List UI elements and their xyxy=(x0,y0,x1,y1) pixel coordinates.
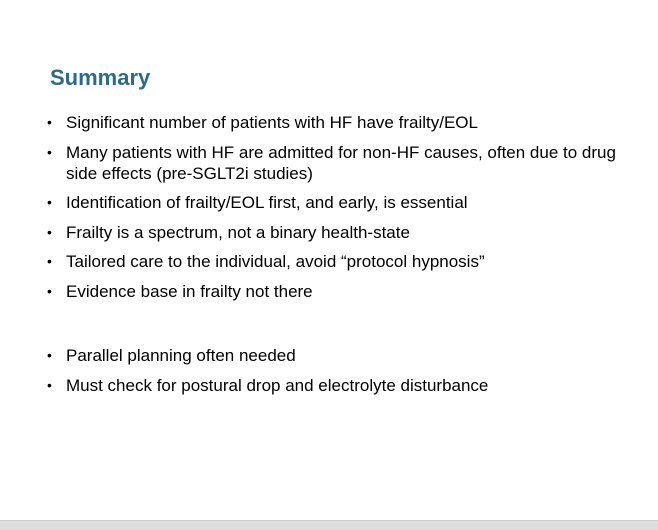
slide-title: Summary xyxy=(50,65,151,90)
bullet-icon: • xyxy=(47,253,52,269)
bullet-icon: • xyxy=(47,282,52,299)
bullet-item xyxy=(47,142,637,184)
bullet-icon: • xyxy=(47,143,52,160)
bullet-icon: • xyxy=(47,376,52,393)
bullet-list-secondary xyxy=(47,345,637,404)
bullet-item xyxy=(47,281,637,302)
bullet-item xyxy=(47,112,637,133)
bullet-icon: • xyxy=(47,223,52,240)
bullet-icon: • xyxy=(47,114,52,130)
bullet-item xyxy=(47,192,637,213)
bullet-item xyxy=(47,345,637,366)
bullet-icon: • xyxy=(47,194,52,210)
bullet-text: Must check for postural drop and electrolyte disturbance xyxy=(66,375,489,395)
bullet-text: Many patients with HF are admitted for non-HF causes, often due to drug side effects (pre-SGLT2i studies) xyxy=(66,142,616,183)
bullet-icon: • xyxy=(47,347,52,363)
bullet-item xyxy=(47,251,637,272)
bullet-text: Tailored care to the individual, avoid “protocol hypnosis” xyxy=(66,252,485,271)
bullet-text: Frailty is a spectrum, not a binary health-state xyxy=(66,222,410,242)
bullet-text: Significant number of patients with HF have frailty/EOL xyxy=(66,113,478,132)
bullet-item xyxy=(47,375,637,396)
bullet-text: Identification of frailty/EOL first, and early, is essential xyxy=(66,193,468,212)
bullet-text: Parallel planning often needed xyxy=(66,346,296,365)
bullet-item xyxy=(47,222,637,243)
bullet-text: Evidence base in frailty not there xyxy=(66,281,313,301)
bullet-list-primary xyxy=(47,112,637,310)
slide-bottom-edge xyxy=(0,520,658,530)
